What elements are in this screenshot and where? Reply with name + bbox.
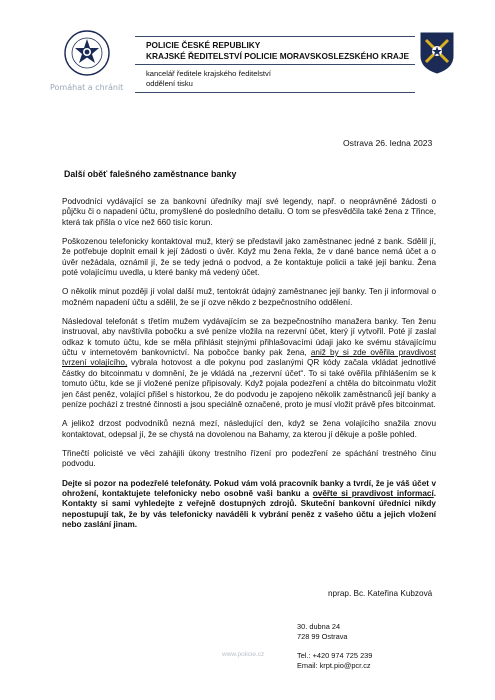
address-city: 728 99 Ostrava — [297, 632, 348, 641]
header-title — [146, 40, 409, 62]
contact-phone: Tel.: +420 974 725 239 — [297, 651, 373, 660]
warning-part-a: Dejte si pozor na podezřelé telefonáty. Pokud vám volá pracovník banky a tvrdí, že je váš účet v ohrožení, kontaktujete telefonicky nebo osobně vaši banku a — [62, 478, 436, 498]
header-office-line1: kancelář ředitele krajského ředitelství — [146, 69, 271, 78]
address-street: 30. dubna 24 — [297, 622, 341, 631]
contact-email: Email: krpt.pio@pcr.cz — [297, 661, 371, 670]
paragraph-4-underlined: aniž by si zde ověřila pravdivost tvrzení volajícího, — [62, 348, 436, 368]
paragraph-1: Podvodníci vydávající se za bankovní úředníky mají své legendy, např. o neoprávněné žádosti o půjčku či o napadení účtu, promyšlené do posledního detailu. O tom se přesvědčila také žena z Třince, která tak přišla o více než 660 tisíc korun. — [62, 197, 436, 227]
article-headline: Další oběť falešného zaměstnance banky — [64, 169, 237, 179]
header-rule-middle — [135, 64, 415, 65]
paragraph-6: Třinečtí policisté ve věci zahájili úkony trestního řízení pro podezření ze spáchání trestného činu podvodu. — [62, 448, 436, 469]
contact-address — [297, 622, 372, 671]
header-title-line1: POLICIE ČESKÉ REPUBLIKY — [146, 40, 261, 50]
paragraph-4-part-a: Následoval telefonát s třetím mužem vydávajícím se za bezpečnostního manažera banky. Ten ženu instruoval, aby navštívila pobočku a své peníze vložila na rezervní účet, který jí vytvořil. Poté jí zaslal odkaz k tomuto účtu, kde se měla přihlásit stejnými přihlašovacími údaji jako ke svému stávajícímu účtu v internetovém bankovnictví. Na pobočce banky pak žena, — [62, 317, 436, 358]
signature: nprap. Bc. Kateřina Kubzová — [328, 589, 433, 598]
police-star-badge-icon — [62, 28, 112, 78]
paragraph-4 — [62, 317, 436, 410]
paragraph-4-part-b: vybrala hotovost a dle pokynu pod zaslanými QR kódy začala vkládat jednotlivé částky do bitcoinmatu v domnění, že je vkládá na „rezervní účet“. To si také ověřila přihlášením se k tomuto účtu, kde se jí vložené peníze připisovaly. Když pojala podezření a chtěla do bitcoinmatu vložit jen část peněz, volající přišel s historkou, že do podvodu je zapojeno několik zaměstnanců její banky a peníze pochází z trestné činnosti a jsou speciálně označené, proto je musí vložit právě přes bitcoinmat. — [62, 358, 436, 409]
warning-part-b: . Kontakty si sami vyhledejte z veřejně dostupných zdrojů. Skuteční bankovní úředníci nikdy nepostupují tak, že by vás telefonicky naváděli k vybrání peněz z vašeho účtu a jejich vložení nebo zaslání jinam. — [62, 488, 436, 529]
header-office — [146, 69, 271, 89]
motto: Pomáhat a chránit — [50, 83, 124, 92]
paragraph-5: A jelikož drzost podvodníků nezná mezí, následující den, když se žena volajícího snažila znovu kontaktovat, odepsal jí, že se chystá na dovolenou na Bahamy, za kterou jí děkuje a pošle pohled. — [62, 419, 436, 439]
header-rule-top — [135, 36, 415, 37]
warning-paragraph — [62, 479, 436, 531]
header-office-line2: oddělení tisku — [146, 79, 193, 88]
warning-underlined: ověřte si pravdivost informací — [312, 488, 434, 498]
header-rule-bottom — [135, 92, 415, 93]
header-title-line2: KRAJSKÉ ŘEDITELSTVÍ POLICIE MORAVSKOSLEZSKÉHO KRAJE — [146, 51, 410, 61]
document-date: Ostrava 26. ledna 2023 — [343, 138, 433, 148]
footer-website: www.policie.cz — [222, 651, 265, 658]
paragraph-3: O několik minut později jí volal další muž, tentokrát údajný zaměstnanec její banky. Ten ji informoval o možném napadení účtu a sdělil, že se jí ozve někdo z bezpečnostního oddělení. — [62, 287, 436, 307]
paragraph-2: Poškozenou telefonicky kontaktoval muž, který se představil jako zaměstnanec jedné z bank. Sdělil jí, že potřebuje doplnit email k její žádosti o úvěr. Když mu žena řekla, že v dané bance nemá účet a o úvěr nežádala, oznámil jí, že se tedy jedná o podvod, a že kontaktuje policii a také její banku. Žena poté volajícímu uvedla, u které banky má vedený účet. — [62, 237, 436, 278]
article-body — [62, 197, 436, 539]
regional-coat-of-arms-icon — [418, 30, 456, 75]
